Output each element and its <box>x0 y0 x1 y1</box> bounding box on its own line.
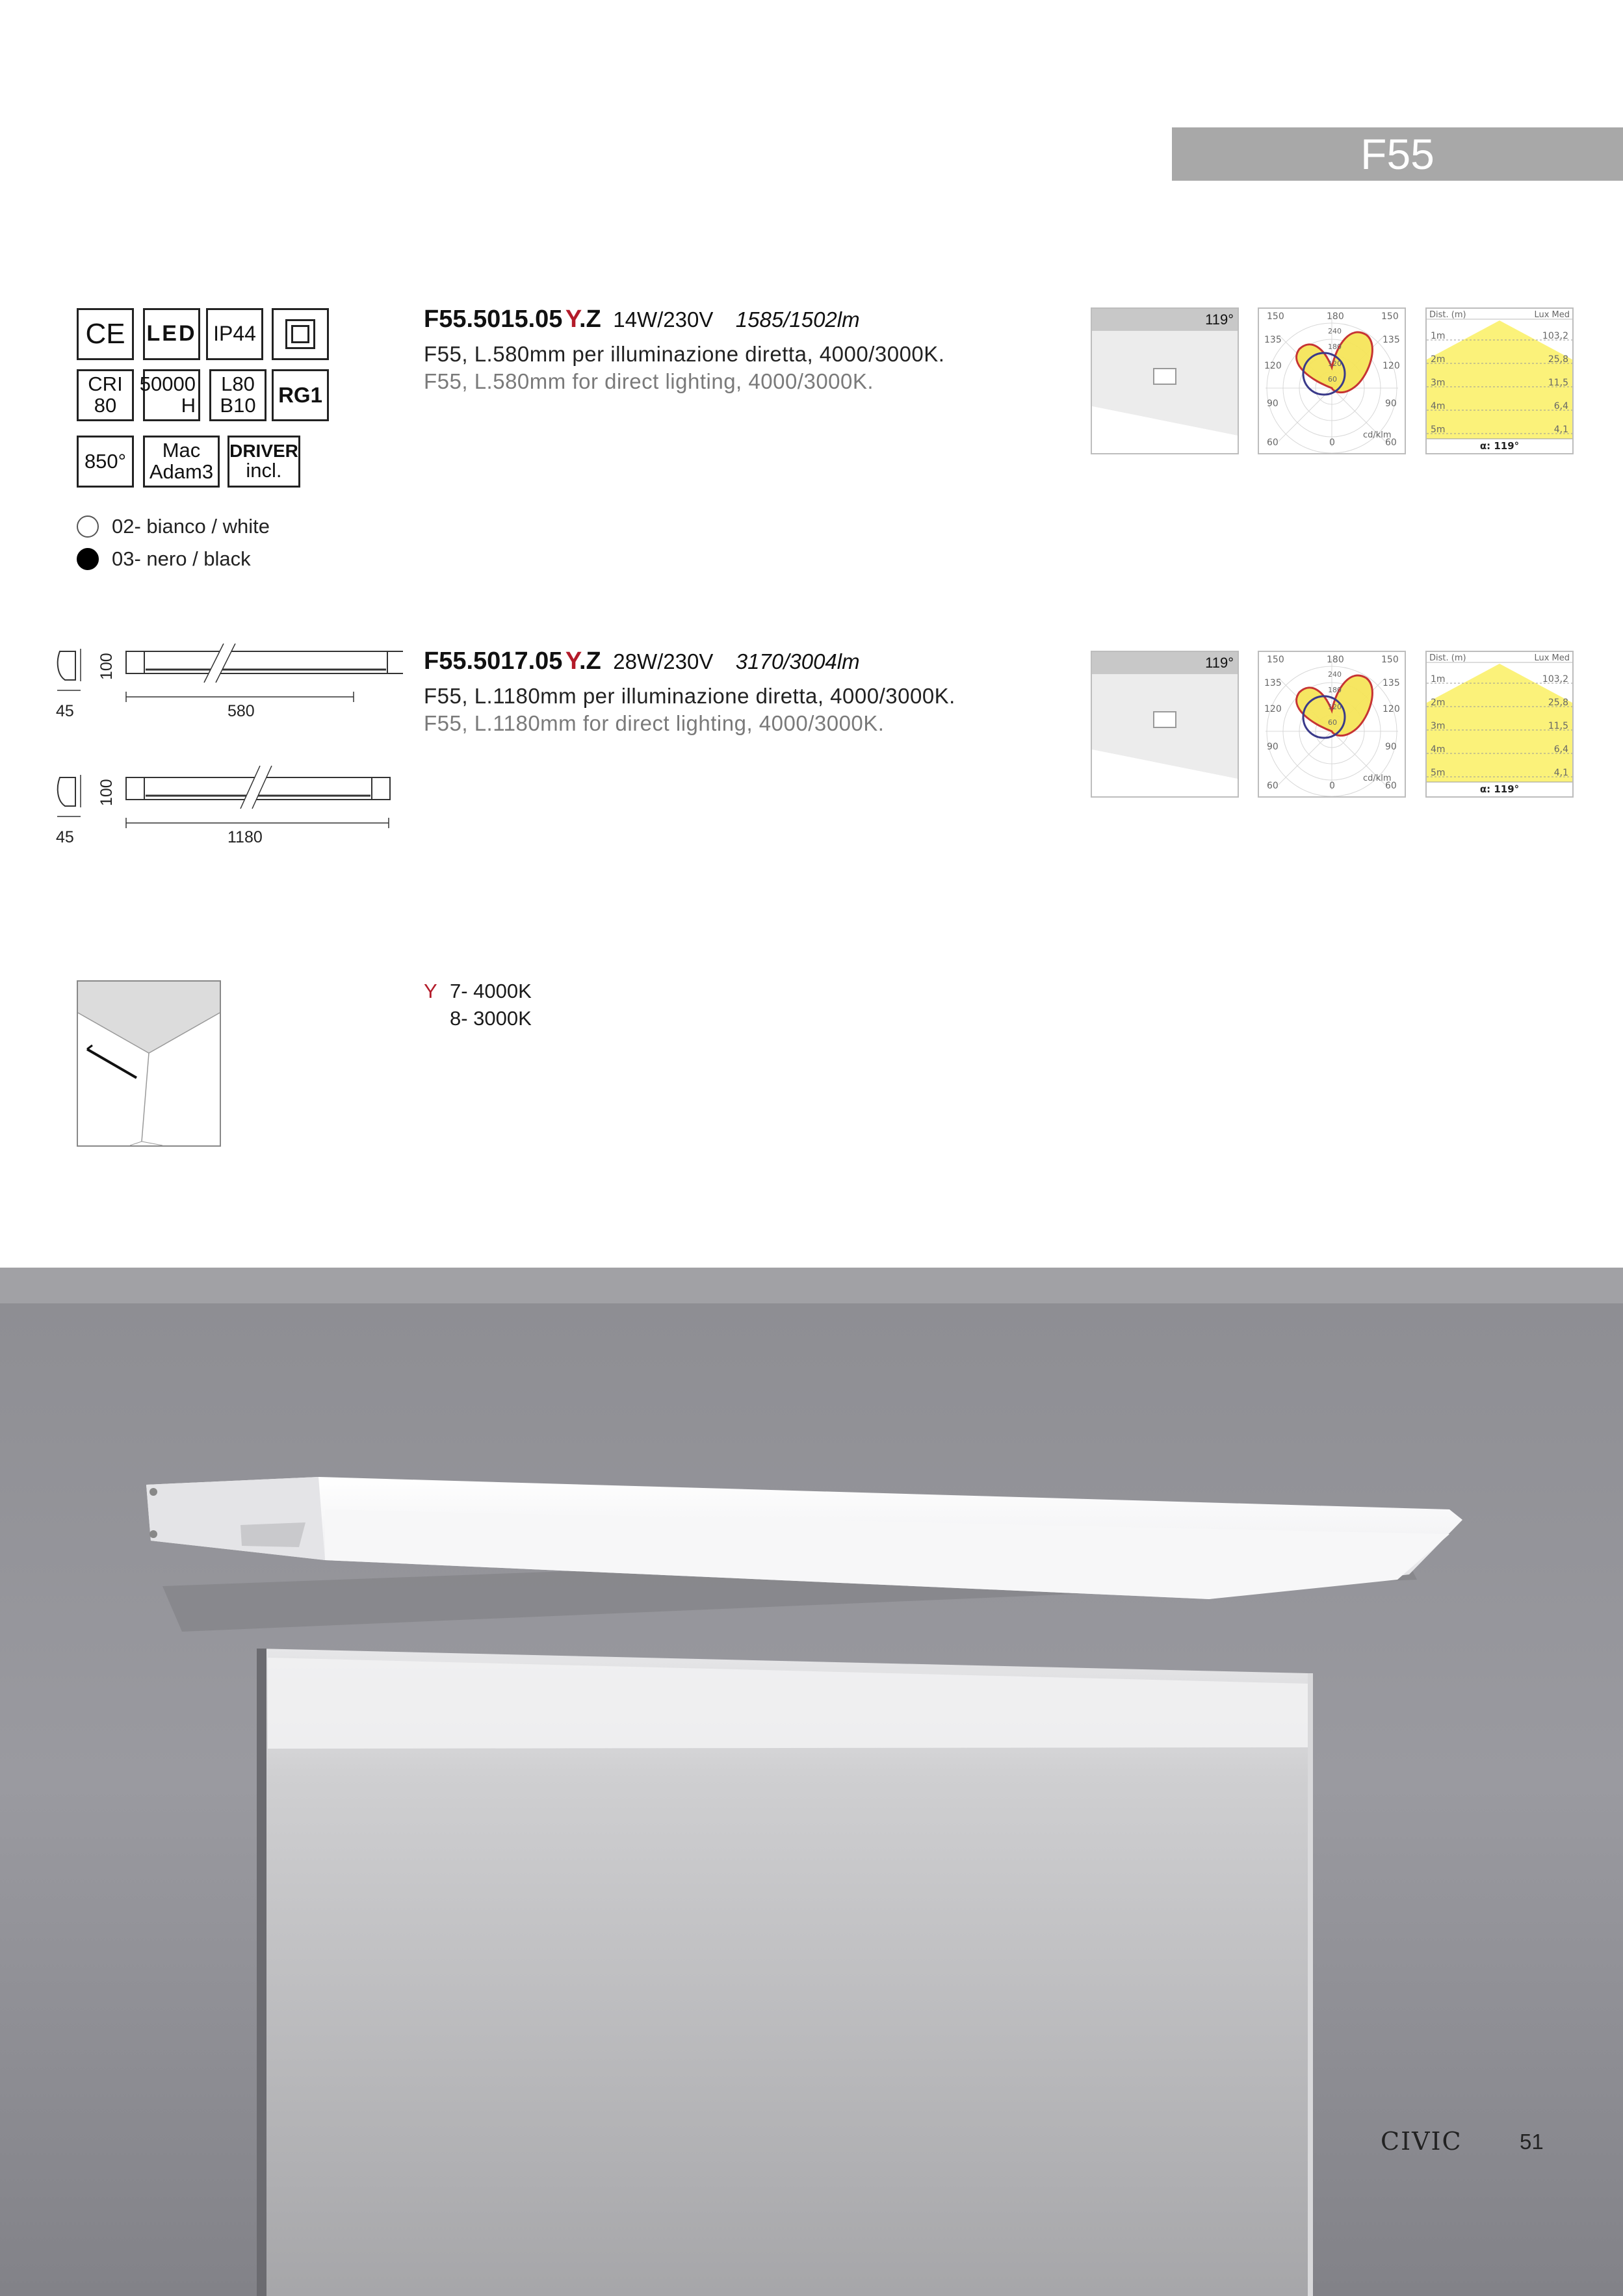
svg-text:120: 120 <box>1264 361 1282 371</box>
svg-text:120: 120 <box>1264 704 1282 714</box>
polar-curve-panel <box>1258 307 1406 454</box>
svg-text:Lux Med: Lux Med <box>1534 310 1570 320</box>
polar-curve-panel <box>1258 651 1406 798</box>
svg-text:60: 60 <box>1328 718 1337 727</box>
svg-text:150: 150 <box>1267 311 1284 322</box>
lux-distance-panel <box>1425 651 1574 798</box>
beam-diagram-icon <box>1092 652 1238 796</box>
850-degree-badge: 850° <box>77 436 134 488</box>
dim-depth: 45 <box>56 828 74 846</box>
beam-angle-panel <box>1091 307 1239 454</box>
svg-text:0: 0 <box>1329 781 1335 791</box>
svg-text:180: 180 <box>1328 686 1342 694</box>
svg-text:150: 150 <box>1267 655 1284 665</box>
svg-text:120: 120 <box>1328 359 1342 368</box>
product-lumen: 3170/3004lm <box>735 649 860 673</box>
svg-text:3m: 3m <box>1431 721 1446 731</box>
polar-curve-icon <box>1259 309 1405 453</box>
finish-label-white: 02- bianco / white <box>112 515 270 538</box>
svg-text:2m: 2m <box>1431 698 1446 708</box>
luminaire-photo-image <box>0 1268 1623 2296</box>
dim-length: 1180 <box>227 828 263 846</box>
svg-text:Lux Med: Lux Med <box>1534 653 1570 663</box>
svg-text:150: 150 <box>1381 655 1399 665</box>
svg-text:180: 180 <box>1328 343 1342 351</box>
temperature-y-label: Y <box>424 980 437 1002</box>
svg-text:cd/klm: cd/klm <box>1363 430 1392 440</box>
svg-text:60: 60 <box>1267 781 1279 791</box>
svg-text:120: 120 <box>1383 704 1400 714</box>
polar-curve-icon <box>1259 652 1405 796</box>
svg-text:240: 240 <box>1328 670 1342 679</box>
svg-text:90: 90 <box>1385 398 1397 409</box>
dimension-drawing-1180 <box>52 763 403 848</box>
product-code: F55.5015.05 <box>424 306 563 333</box>
lifetime-badge: 50000 H <box>143 369 200 421</box>
dim-depth: 45 <box>56 702 74 720</box>
temperature-option: 7- 4000K <box>450 980 532 1002</box>
mounting-diagram <box>77 980 221 1147</box>
svg-text:135: 135 <box>1264 678 1282 688</box>
product-1-desc-en: F55, L.580mm for direct lighting, 4000/3000K. <box>424 369 874 393</box>
dimension-drawing-580 <box>52 644 403 722</box>
svg-text:11,5: 11,5 <box>1548 378 1568 388</box>
svg-text:α: 119°: α: 119° <box>1479 440 1520 452</box>
svg-text:6,4: 6,4 <box>1553 744 1568 755</box>
product-lumen: 1585/1502lm <box>735 307 860 332</box>
beam-angle-label: 119° <box>1205 311 1234 328</box>
lux-cone-icon <box>1427 652 1572 796</box>
svg-text:180: 180 <box>1327 655 1344 665</box>
svg-text:0: 0 <box>1329 437 1335 448</box>
product-variant-y: Y <box>565 306 579 333</box>
svg-text:90: 90 <box>1267 398 1279 409</box>
product-2-heading <box>424 647 860 675</box>
color-temperature-options <box>424 978 532 1032</box>
led-badge: LED <box>143 308 200 360</box>
svg-text:103,2: 103,2 <box>1542 331 1568 341</box>
svg-text:4,1: 4,1 <box>1553 424 1568 435</box>
product-photo <box>0 1268 1623 2296</box>
svg-text:60: 60 <box>1385 437 1397 448</box>
svg-text:135: 135 <box>1264 335 1282 345</box>
cri-badge: CRI 80 <box>77 369 134 421</box>
l80-b10-badge: L80 B10 <box>209 369 266 421</box>
product-variant-y: Y <box>565 647 579 675</box>
double-insulation-icon <box>272 308 329 360</box>
svg-text:135: 135 <box>1383 678 1400 688</box>
svg-text:6,4: 6,4 <box>1553 401 1568 411</box>
product-power: 14W/230V <box>613 307 714 332</box>
mac-adam-badge: Mac Adam3 <box>143 436 220 488</box>
svg-text:Dist. (m): Dist. (m) <box>1429 653 1466 663</box>
product-2-desc-it: F55, L.1180mm per illuminazione diretta, 4000/3000K. <box>424 684 955 708</box>
ip44-badge: IP44 <box>206 308 263 360</box>
svg-text:90: 90 <box>1385 742 1397 752</box>
product-1-heading <box>424 306 860 333</box>
beam-diagram-icon <box>1092 309 1238 453</box>
product-variant-z: .Z <box>579 647 601 675</box>
svg-text:90: 90 <box>1267 742 1279 752</box>
svg-text:60: 60 <box>1328 375 1337 384</box>
dim-height: 100 <box>97 653 116 680</box>
svg-text:4m: 4m <box>1431 744 1446 755</box>
product-variant-z: .Z <box>579 306 601 333</box>
lux-cone-icon <box>1427 309 1572 453</box>
svg-text:180: 180 <box>1327 311 1344 322</box>
page-number: 51 <box>1520 2130 1544 2154</box>
lux-distance-panel <box>1425 307 1574 454</box>
brand-logo: CIVIC <box>1381 2127 1462 2156</box>
svg-text:11,5: 11,5 <box>1548 721 1568 731</box>
svg-text:5m: 5m <box>1431 424 1446 435</box>
ce-mark-icon: CE <box>77 308 134 360</box>
temperature-option: 8- 3000K <box>450 1007 532 1030</box>
product-1-desc-it: F55, L.580mm per illuminazione diretta, 4000/3000K. <box>424 342 945 366</box>
svg-text:5m: 5m <box>1431 768 1446 778</box>
svg-text:120: 120 <box>1383 361 1400 371</box>
svg-text:1m: 1m <box>1431 674 1446 685</box>
svg-text:4,1: 4,1 <box>1553 768 1568 778</box>
svg-text:120: 120 <box>1328 703 1342 711</box>
dim-height: 100 <box>97 779 116 806</box>
beam-angle-panel <box>1091 651 1239 798</box>
dim-length: 580 <box>227 702 255 720</box>
family-title: F55 <box>1172 127 1623 181</box>
svg-text:2m: 2m <box>1431 354 1446 365</box>
svg-text:1m: 1m <box>1431 331 1446 341</box>
svg-text:3m: 3m <box>1431 378 1446 388</box>
driver-included-badge: DRIVER incl. <box>227 436 300 488</box>
svg-text:α: 119°: α: 119° <box>1479 783 1520 795</box>
svg-text:150: 150 <box>1381 311 1399 322</box>
product-code: F55.5017.05 <box>424 647 563 675</box>
product-power: 28W/230V <box>613 649 714 673</box>
svg-text:240: 240 <box>1328 327 1342 335</box>
svg-text:103,2: 103,2 <box>1542 674 1568 685</box>
finish-label-black: 03- nero / black <box>112 547 251 570</box>
svg-text:60: 60 <box>1267 437 1279 448</box>
rg1-badge: RG1 <box>272 369 329 421</box>
svg-text:cd/klm: cd/klm <box>1363 774 1392 783</box>
svg-text:25,8: 25,8 <box>1548 698 1568 708</box>
black-swatch-icon <box>77 548 99 570</box>
svg-text:4m: 4m <box>1431 401 1446 411</box>
white-swatch-icon <box>77 515 99 538</box>
svg-text:135: 135 <box>1383 335 1400 345</box>
wall-mount-icon <box>78 982 220 1145</box>
svg-text:25,8: 25,8 <box>1548 354 1568 365</box>
svg-text:Dist. (m): Dist. (m) <box>1429 310 1466 320</box>
product-2-desc-en: F55, L.1180mm for direct lighting, 4000/3000K. <box>424 711 885 735</box>
svg-text:60: 60 <box>1385 781 1397 791</box>
beam-angle-label: 119° <box>1205 655 1234 671</box>
